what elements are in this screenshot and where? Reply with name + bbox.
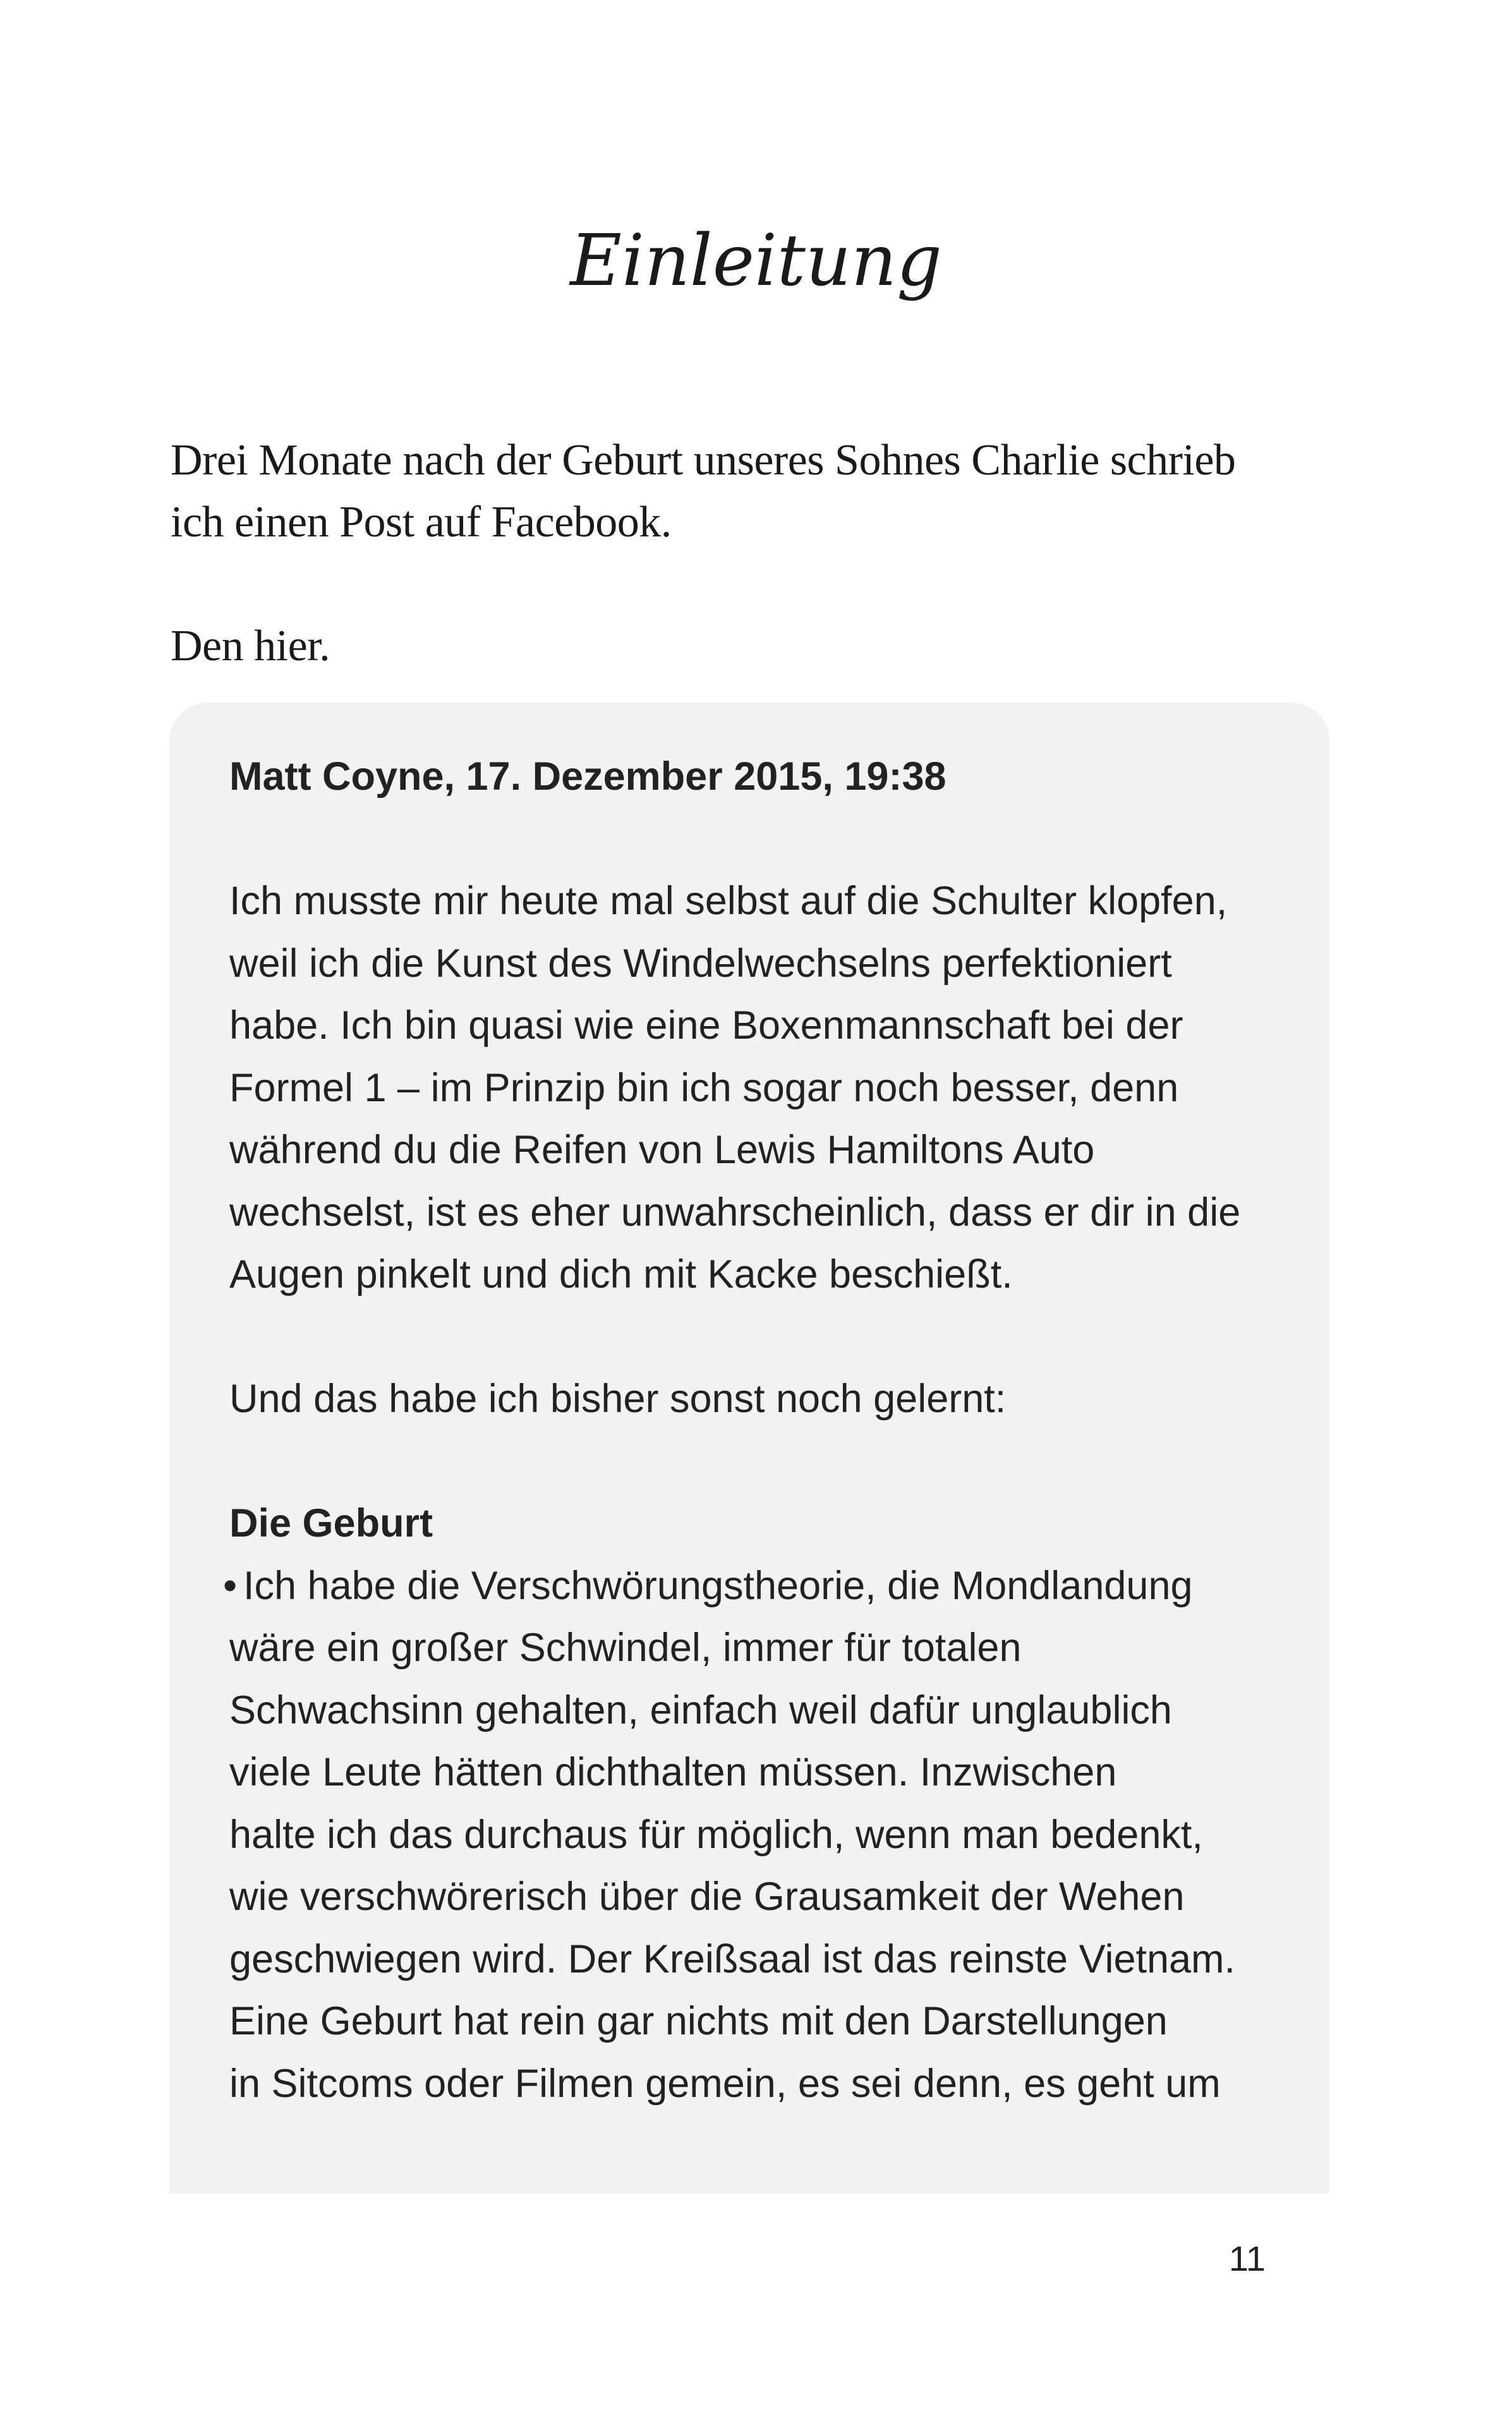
post-header: Matt Coyne, 17. Dezember 2015, 19:38 [229,754,947,799]
section-heading: Die Geburt [229,1501,433,1545]
bullet-line: halte ich das durchaus für möglich, wenn man bedenkt, [229,1812,1203,1857]
chapter-title: Einleitung [570,220,942,302]
intro-line: Drei Monate nach der Geburt unseres Sohnes Charlie schrieb [171,436,1236,485]
bullet-line: viele Leute hätten dichthalten müssen. Inzwischen [229,1750,1117,1794]
post-paragraph-1 [229,870,1329,1306]
post-line: während du die Reifen von Lewis Hamiltons Auto [229,1128,1095,1172]
bullet-line: in Sitcoms oder Filmen gemein, es sei denn, es geht um [229,2061,1221,2106]
post-line: Augen pinkelt und dich mit Kacke beschießt. [229,1252,1013,1296]
bullet-line: Schwachsinn gehalten, einfach weil dafür unglaublich [229,1688,1172,1732]
bullet-line: wäre ein großer Schwindel, immer für totalen [229,1626,1022,1670]
post-line: weil ich die Kunst des Windelwechselns perfektioniert [229,941,1172,986]
intro-paragraph-1 [171,430,1358,553]
post-line: Formel 1 – im Prinzip bin ich sogar noch besser, denn [229,1065,1179,1110]
post-line: wechselst, ist es eher unwahrscheinlich, dass er dir in die [229,1190,1241,1235]
intro-text [171,430,1358,677]
intro-line: ich einen Post auf Facebook. [171,498,672,547]
post-paragraph-2: Und das habe ich bisher sonst noch gelernt: [229,1377,1007,1421]
spacer [229,808,1329,871]
intro-paragraph-2: Den hier. [171,622,330,670]
page-number: 11 [1228,2239,1266,2278]
bullet-item [223,1555,1329,2115]
bullet-line: geschwiegen wird. Der Kreißsaal ist das reinste Vietnam. [229,1937,1236,1981]
facebook-post-box [169,703,1329,2194]
post-line: habe. Ich bin quasi wie eine Boxenmannschaft bei der [229,1003,1183,1048]
bullet-icon: • [223,1563,238,1608]
spacer [229,1430,1329,1493]
spacer [229,1306,1329,1369]
bullet-line: Ich habe die Verschwörungstheorie, die Mondlandung [243,1563,1193,1608]
post-line: Ich musste mir heute mal selbst auf die Schulter klopfen, [229,879,1228,923]
bullet-line: Eine Geburt hat rein gar nichts mit den Darstellungen [229,1999,1168,2043]
bullet-line: wie verschwörerisch über die Grausamkeit der Wehen [229,1875,1185,1919]
